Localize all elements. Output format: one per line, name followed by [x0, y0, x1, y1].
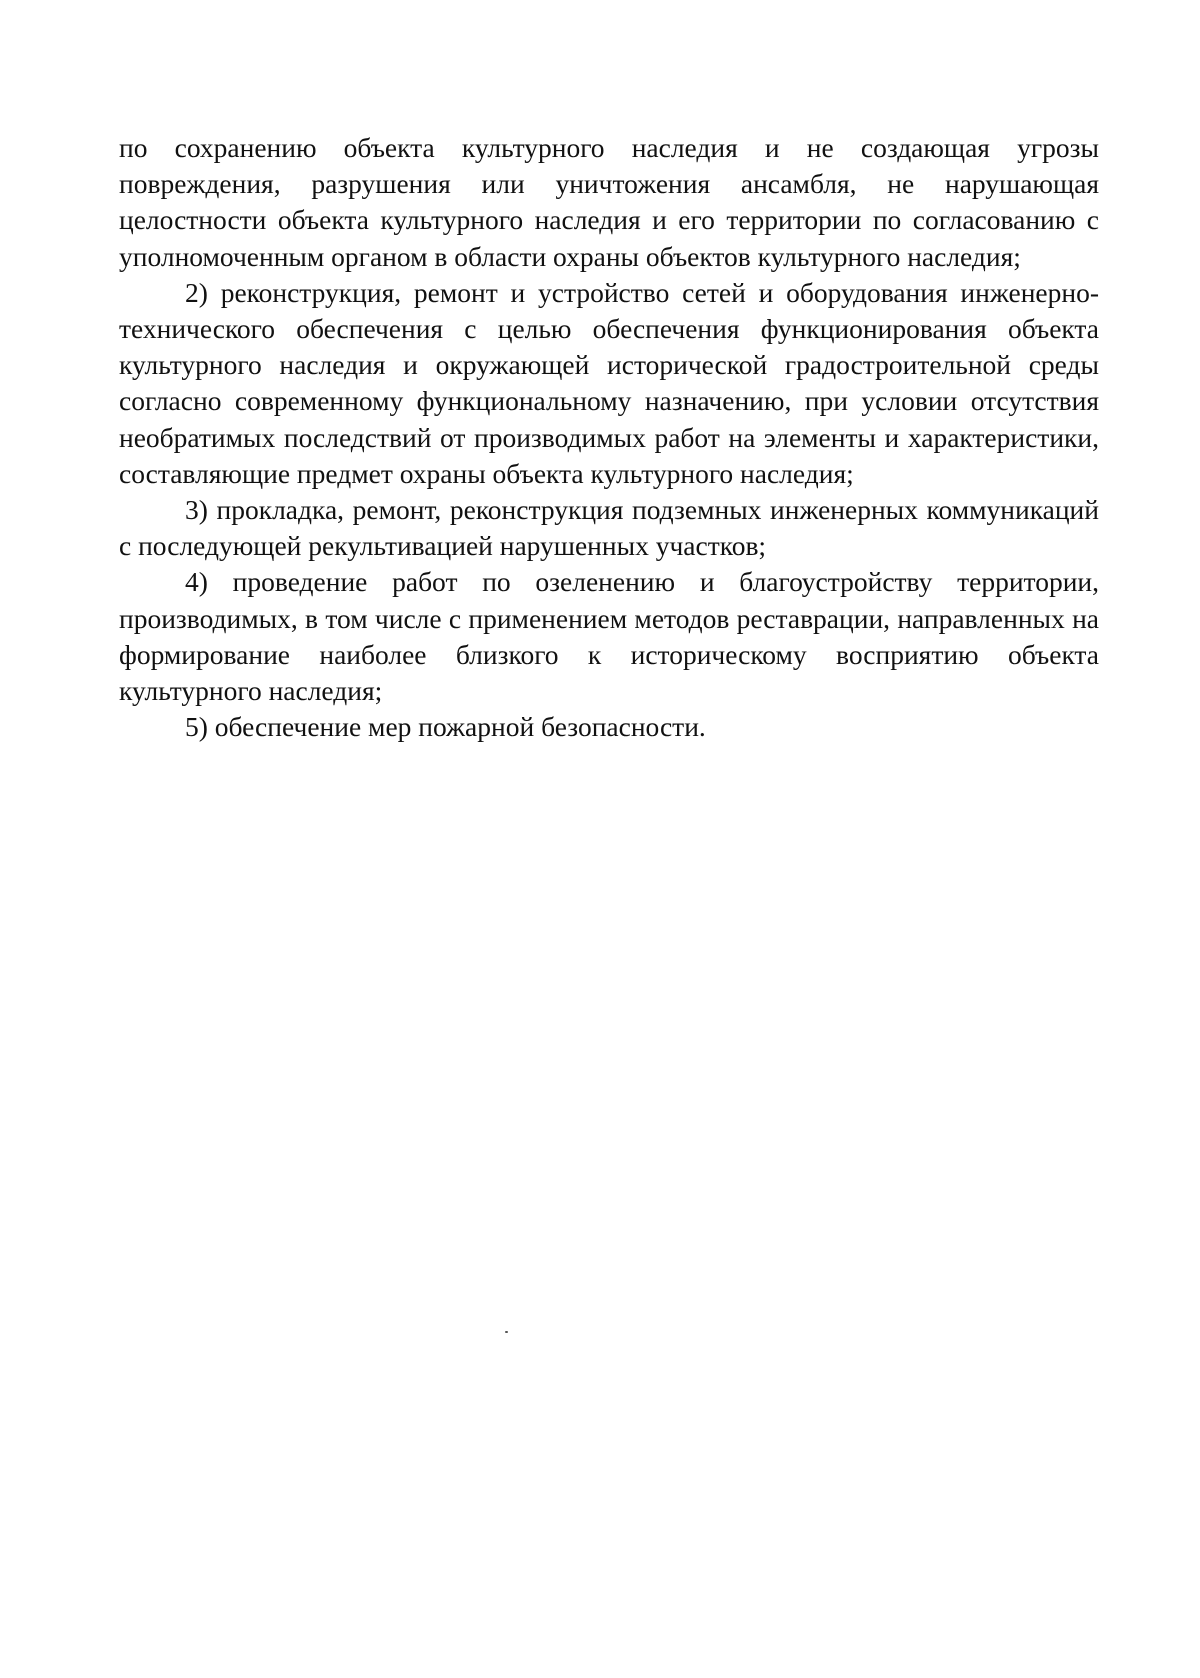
list-item-3: 3) прокладка, ремонт, реконструкция подземных инженерных коммуникаций с последующей рекультивацией нарушенных участков;: [119, 494, 1099, 562]
list-item-2: 2) реконструкция, ремонт и устройство сетей и оборудования инженерно-технического обеспечения с целью обеспечения функционирования объекта культурного наследия и окружающей исторической градостроительной среды согласно современному функциональному назначению, при условии отсутствия необратимых последствий от производимых работ на элементы и характеристики, составляющие предмет охраны объекта культурного наследия;: [119, 276, 1099, 489]
document-body: [119, 130, 1099, 745]
list-item-4: 4) проведение работ по озеленению и благоустройству территории, производимых, в том числе с применением методов реставрации, направленных на формирование наиболее близкого к историческому восприятию объекта культурного наследия;: [119, 566, 1099, 707]
scan-artifact-dot: [505, 1331, 508, 1333]
list-item-5: 5) обеспечение мер пожарной безопасности.: [185, 711, 706, 743]
paragraph-continuation: по сохранению объекта культурного наследия и не создающая угрозы повреждения, разрушения или уничтожения ансамбля, не нарушающая целостности объекта культурного наследия и его территории по согласованию с уполномоченным органом в области охраны объектов культурного наследия;: [119, 132, 1099, 272]
